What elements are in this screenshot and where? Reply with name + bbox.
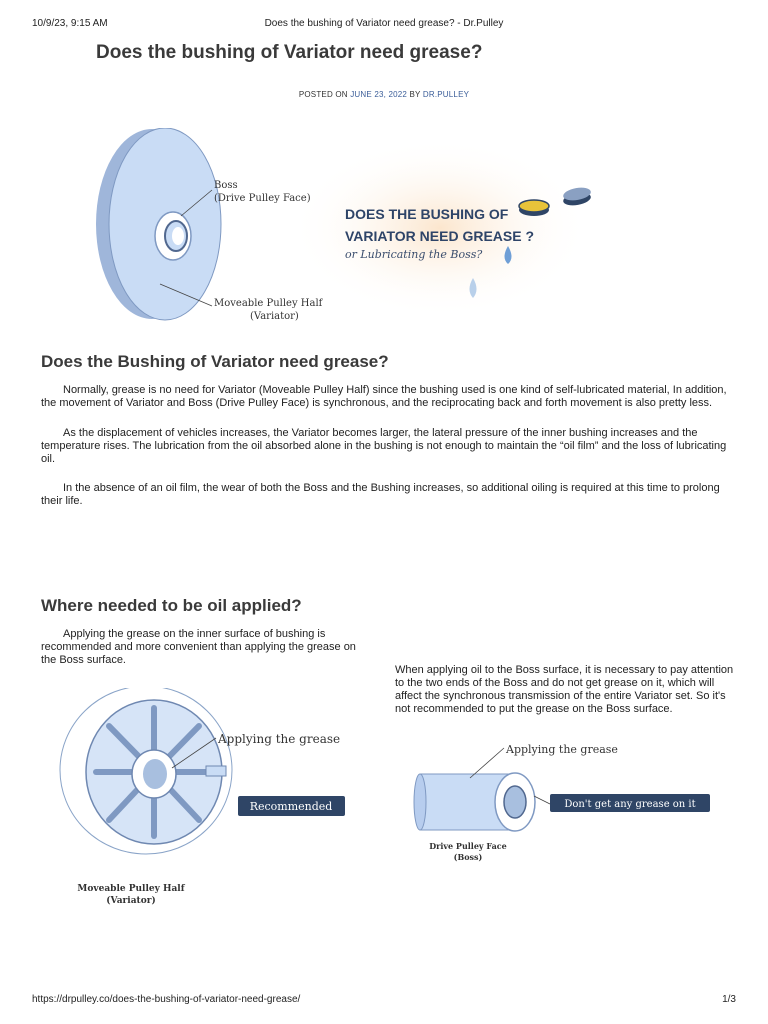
fig-left-caption-line2: (Variator) [106, 896, 156, 906]
variator-wheel-illustration [60, 688, 232, 854]
variator-grease-figure [54, 688, 364, 918]
print-url: https://drpulley.co/does-the-bushing-of-variator-need-grease/ [32, 994, 301, 1005]
pulley-sublabel: (Variator) [250, 311, 299, 322]
fig-right-caption-line1: Drive Pulley Face [429, 841, 507, 851]
paragraph-left: Applying the grease on the inner surface of bushing is recommended and more convenient than applying the grease on the Boss surface. [41, 628, 356, 666]
post-meta [0, 90, 768, 99]
print-header [32, 18, 736, 32]
pulley-label: Moveable Pulley Half [214, 298, 323, 309]
fig-right-callout: Applying the grease [506, 743, 618, 756]
fig-left-callout: Applying the grease [218, 732, 341, 746]
no-grease-badge-label: Don't get any grease on it [564, 799, 696, 810]
print-datetime: 10/9/23, 9:15 AM [32, 18, 108, 29]
article-title: Does the bushing of Variator need grease? [96, 42, 483, 63]
paragraph: As the displacement of vehicles increases, the Variator becomes larger, the lateral pressure of the inner bushing increases and the temperature rises. The lubrication from the oil absorbed alone in the bushing is not enough to maintain the “oil film” and the loss of lubricating oil. [41, 427, 727, 465]
boss-label: Boss [214, 180, 238, 191]
boss-grease-figure [398, 730, 730, 880]
page-number: 1/3 [722, 994, 736, 1005]
post-date-link[interactable]: JUNE 23, 2022 [350, 90, 408, 99]
posted-on-label: POSTED ON [298, 90, 348, 99]
hero-tagline: or Lubricating the Boss? [345, 248, 483, 261]
author-link[interactable]: DR.PULLEY [422, 90, 470, 99]
recommended-badge-label: Recommended [249, 800, 333, 813]
hero-image [40, 128, 620, 333]
pulley-disc-illustration [96, 128, 221, 320]
fig-right-caption-line2: (Boss) [453, 852, 483, 862]
section-heading-bushing: Does the Bushing of Variator need grease? [41, 352, 389, 371]
paragraph: Normally, grease is no need for Variator (Moveable Pulley Half) since the bushing used is one kind of self-lubricated material, In addition, the movement of Variator and Boss (Drive Pulley Face) is synchronous, and the reciprocating back and forth movement is also pretty less. [41, 384, 727, 409]
hero-headline-line2: VARIATOR NEED GREASE ? [345, 228, 535, 244]
boss-sublabel: (Drive Pulley Face) [214, 193, 311, 204]
print-page-title: Does the bushing of Variator need grease? - Dr.Pulley [264, 18, 504, 29]
boss-cylinder-illustration [414, 773, 535, 831]
hero-headline-line1: DOES THE BUSHING OF [345, 206, 509, 222]
by-label: BY [409, 90, 421, 99]
paragraph-right: When applying oil to the Boss surface, it is necessary to pay attention to the two ends of the Boss and do not get grease on it, which will affect the synchronous transmission of the entire Variator set. So it's not recommended to put the grease on the Boss surface. [395, 664, 734, 715]
paragraph: In the absence of an oil film, the wear of both the Boss and the Bushing increases, so additional oiling is required at this time to prolong their life. [41, 482, 720, 507]
fig-left-caption-line1: Moveable Pulley Half [77, 884, 185, 894]
section-heading-where: Where needed to be oil applied? [41, 596, 302, 615]
